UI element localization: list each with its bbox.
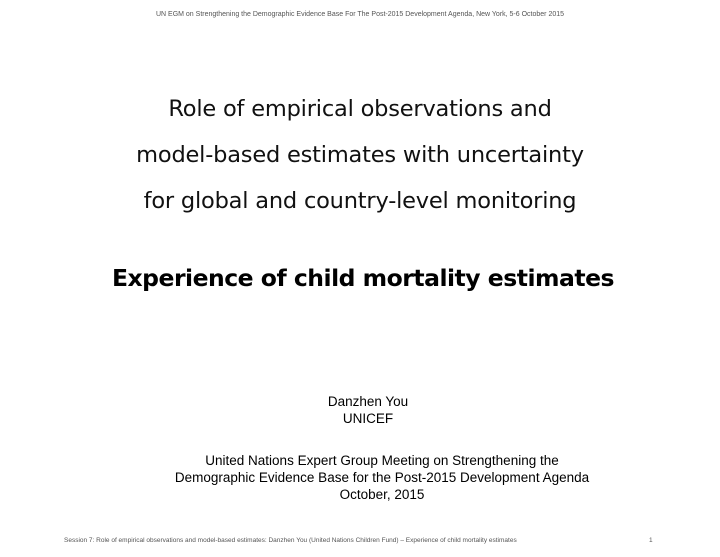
- slide-title: [0, 86, 720, 224]
- title-line-2: model-based estimates with uncertainty: [136, 142, 584, 168]
- slide-header: UN EGM on Strengthening the Demographic Evidence Base For The Post-2015 Development Agenda, New York, 5-6 October 2015: [155, 11, 565, 18]
- slide-footer: Session 7: Role of empirical observations and model-based estimates: Danzhen You (United Nations Children Fund) – Experience of child mortality estimates: [64, 537, 517, 544]
- meeting-date: October, 2015: [339, 487, 425, 502]
- meeting-line-2: Demographic Evidence Base for the Post-2015 Development Agenda: [174, 470, 590, 485]
- slide-subtitle: Experience of child mortality estimates: [111, 264, 615, 292]
- meeting-line-1: United Nations Expert Group Meeting on Strengthening the: [205, 453, 559, 468]
- page-number: 1: [649, 537, 653, 544]
- author-name: Danzhen You: [327, 394, 409, 409]
- author-organization: UNICEF: [342, 411, 394, 426]
- meeting-info: [0, 452, 720, 503]
- title-line-1: Role of empirical observations and: [168, 96, 552, 122]
- title-line-3: for global and country-level monitoring: [143, 188, 577, 214]
- author-block: [0, 393, 720, 427]
